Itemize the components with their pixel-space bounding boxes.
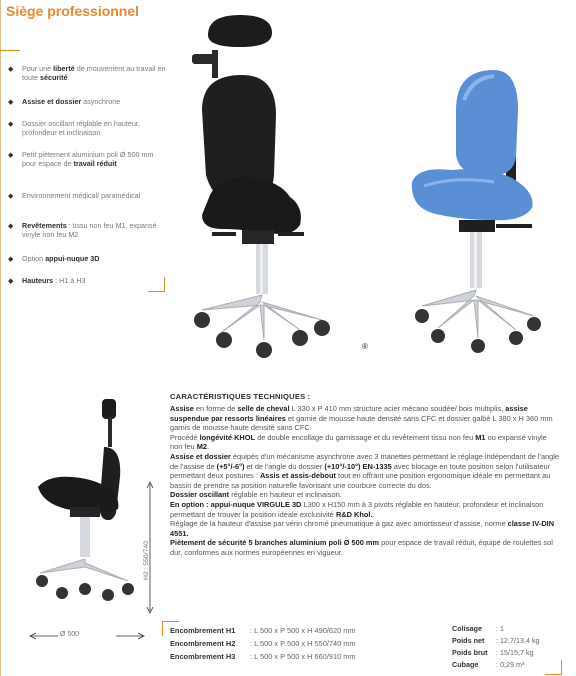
- dimension-row: Encombrement H1 : L 500 x P 500 x H 490/620 mm: [170, 626, 356, 635]
- page-title: Siège professionnel: [6, 3, 140, 19]
- bullet-icon: ◆: [8, 121, 14, 128]
- corner-mark: [0, 50, 20, 51]
- page-edge-line: [0, 0, 1, 676]
- bullet-icon: ◆: [8, 256, 14, 263]
- feature-item: ◆ Environnement médical/ paramédical: [8, 191, 141, 200]
- specs-body: [170, 404, 560, 558]
- feature-item: ◆ Petit piètement aluminium poli Ø 500 mm pour espace de travail réduit: [8, 150, 154, 169]
- feature-item: ◆ Revêtements : tissu non feu M1, expansé vinyle non feu M2: [8, 221, 157, 240]
- bullet-icon: ◆: [8, 278, 14, 285]
- registered-mark: ®: [362, 342, 368, 351]
- bullet-icon: ◆: [8, 66, 14, 73]
- side-chair-image: [30, 395, 140, 615]
- bullet-icon: ◆: [8, 193, 14, 200]
- dimension-row: Encombrement H3 : L 500 x P 500 x H 660/910 mm: [170, 652, 356, 661]
- black-chair-image: [182, 10, 342, 360]
- base-dimension-arrow: [28, 631, 146, 641]
- feature-item: ◆ Dossier oscillant réglable en hauteur, profondeur et inclinaison: [8, 119, 140, 138]
- feature-item: ◆ Option appui-nuque 3D: [8, 254, 100, 263]
- spec-paragraph: Assise et dossier équipés d'un mécanisme asynchrone avec 3 manettes permettant le réglage indépendant de l'angle de l'assise de (+5°/-6°) et de l'angle du dossier (+10°/-10°) EN-1335 avec blocage en toute position selon l'utilisateur permettant deux postures : Assis et assis-debout tout en offrant une position ergonomique idéale en permettant au bassin de prendre sa position naturelle favorisant une courbure correcte du dos.: [170, 451, 560, 490]
- base-dimension-label: Ø 500: [60, 631, 80, 638]
- specs-title: CARACTÉRISTIQUES TECHNIQUES :: [170, 392, 311, 401]
- packaging-row: Poids net : 12,7/13,4 kg: [452, 636, 540, 645]
- dimension-row: Encombrement H2 : L 500 x P 500 x H 550/740 mm: [170, 639, 356, 648]
- packaging-row: Poids brut : 15/15,7 kg: [452, 648, 534, 657]
- spec-paragraph: Procédé longévité KHOL de double encollage du garnissage et du revêtement tissu non feu M1 ou expansé vinyle non feu M2.: [170, 432, 547, 452]
- bullet-icon: ◆: [8, 99, 14, 106]
- bullet-icon: ◆: [8, 152, 14, 159]
- feature-item: ◆ Hauteurs : H1 à H3: [8, 276, 86, 285]
- spec-paragraph: Dossier oscillant réglable en hauteur et inclinaison.: [170, 490, 342, 500]
- packaging-row: Colisage : 1: [452, 624, 504, 633]
- feature-item: ◆ Assise et dossier asynchrone: [8, 97, 121, 106]
- corner-mark: [148, 277, 165, 292]
- spec-paragraph: En option : appui-nuque VIRGULE 3D L300 x H150 mm à 3 pivots réglable en hauteur, profondeur et inclinaison permettant de trouver la position idéale exclusivité R&D Khol.: [170, 499, 544, 519]
- blue-chair-image: [404, 60, 554, 360]
- corner-mark: [545, 660, 562, 675]
- feature-item: ◆ Pour une liberté de mouvement au travail en toute sécurité: [8, 64, 166, 83]
- height-dimension-label: H2 : 550/740: [143, 541, 150, 580]
- packaging-row: Cubage : 0,29 m³: [452, 660, 525, 669]
- spec-paragraph: Réglage de la hauteur d'assise par vérin chromé pneumatique à gaz avec amortisseur d'assise, norme classe IV-DIN 4551.: [170, 519, 555, 538]
- spec-paragraph: Assise en forme de selle de cheval L 330 x P 410 mm structure acier mécano soudée/ bois multiplis, assise suspendue par ressorts linéaires et garnie de mousse haute densité sans CFC et dossier galbé L 380 x H 360 mm garnis de mousse haute densité sans CFC.: [170, 404, 553, 433]
- spec-paragraph: Piètement de sécurité 5 branches aluminium poli Ø 500 mm pour espace de travail réduit, équipé de roulettes sol dur, conformes aux normes européennes en vigueur.: [170, 538, 553, 557]
- bullet-icon: ◆: [8, 223, 14, 230]
